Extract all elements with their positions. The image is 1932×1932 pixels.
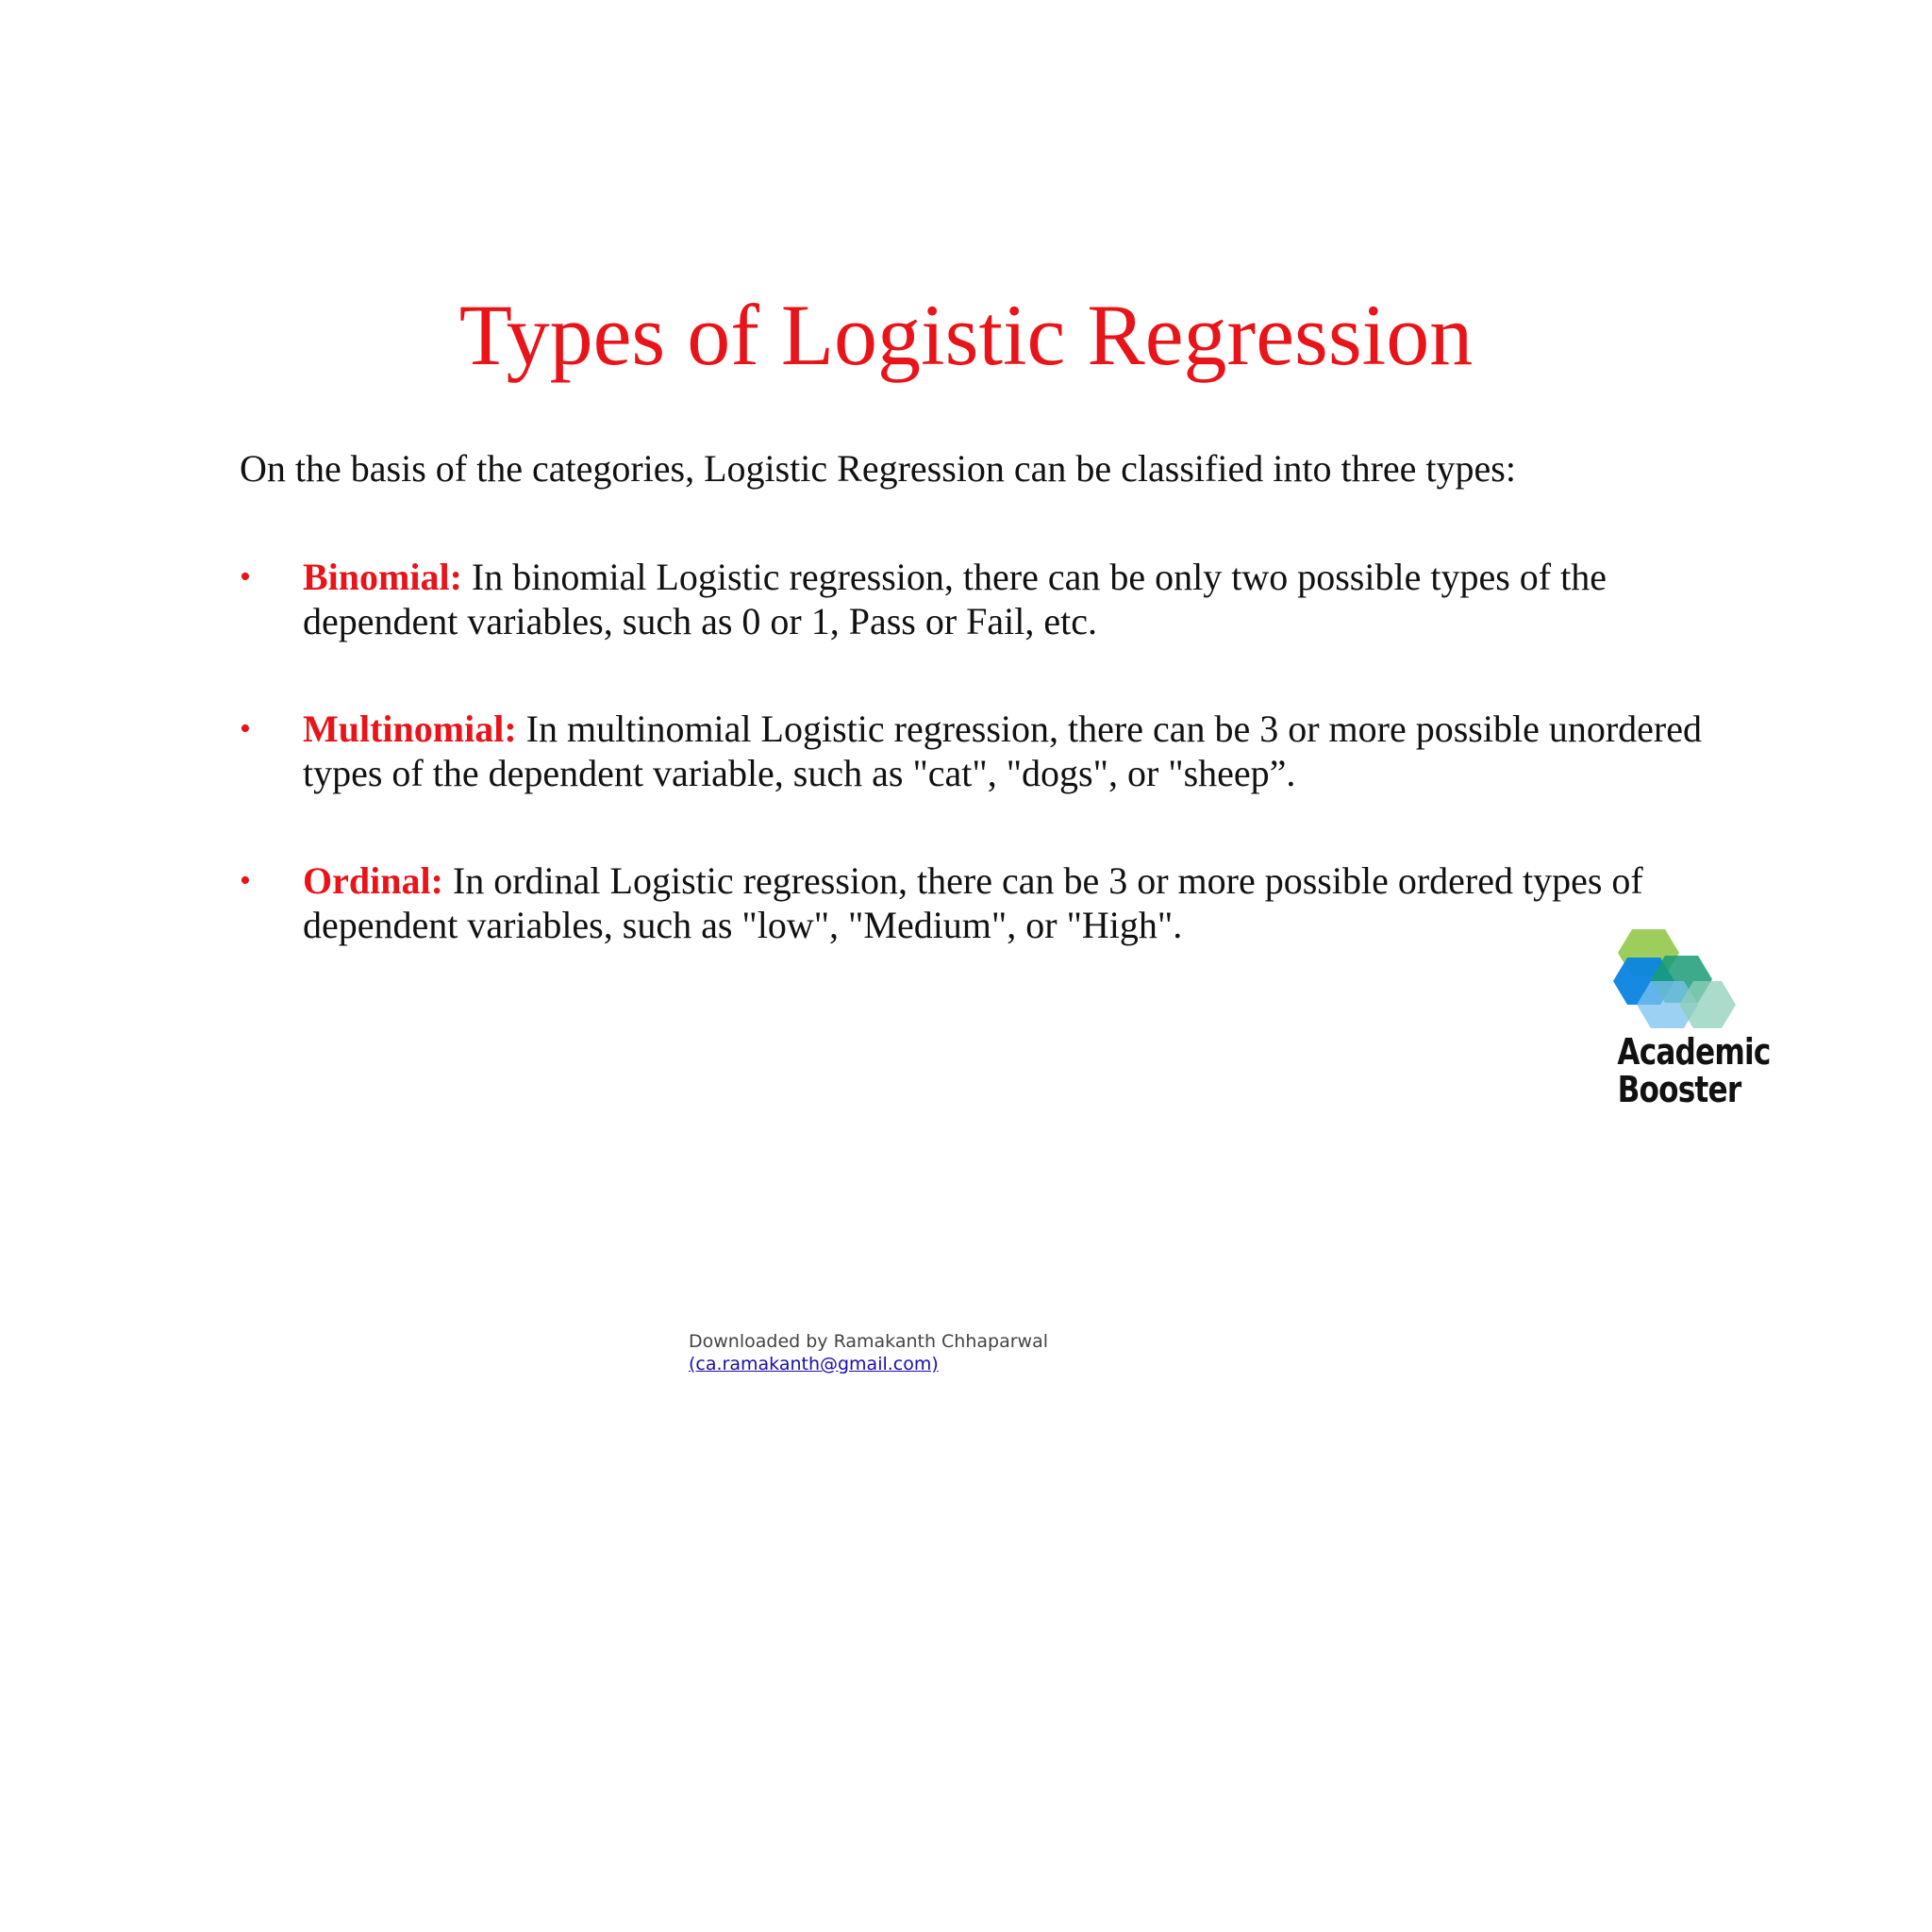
- slide-title: Types of Logistic Regression: [458, 287, 1474, 383]
- list-item-binomial: [240, 555, 1711, 643]
- term-multinomial: Multinomial:: [303, 708, 517, 750]
- email-link[interactable]: (ca.ramakanth@gmail.com): [689, 1354, 939, 1374]
- download-watermark: [689, 1330, 1048, 1375]
- term-ordinal: Ordinal:: [303, 859, 443, 902]
- term-binomial: Binomial:: [303, 556, 462, 598]
- hexagon-logo-icon: [1613, 929, 1745, 1028]
- list-item-multinomial: [240, 707, 1711, 795]
- types-list: [240, 555, 1711, 1010]
- logo-line-2: Booster: [1617, 1069, 1741, 1110]
- desc-ordinal: In ordinal Logistic regression, there can be 3 or more possible ordered types of dependent variables, such as "low", "Medium", or "High".: [303, 859, 1643, 946]
- logo-line-1: Academic: [1617, 1031, 1771, 1073]
- desc-multinomial: In multinomial Logistic regression, there can be 3 or more possible unordered types of the dependent variable, such as "cat", "dogs", or "sheep”.: [303, 708, 1702, 794]
- academic-booster-logo: [1604, 929, 1771, 1118]
- bullet-icon: •: [240, 711, 251, 746]
- logo-wordmark: [1617, 1031, 1771, 1110]
- desc-binomial: In binomial Logistic regression, there can be only two possible types of the dependent variables, such as 0 or 1, Pass or Fail, etc.: [303, 556, 1607, 642]
- bullet-icon: •: [240, 559, 251, 594]
- intro-text: On the basis of the categories, Logistic Regression can be classified into three types:: [240, 447, 1516, 490]
- downloaded-by-text: Downloaded by Ramakanth Chhaparwal: [689, 1331, 1049, 1352]
- bullet-icon: •: [240, 863, 251, 898]
- list-item-ordinal: [240, 858, 1711, 947]
